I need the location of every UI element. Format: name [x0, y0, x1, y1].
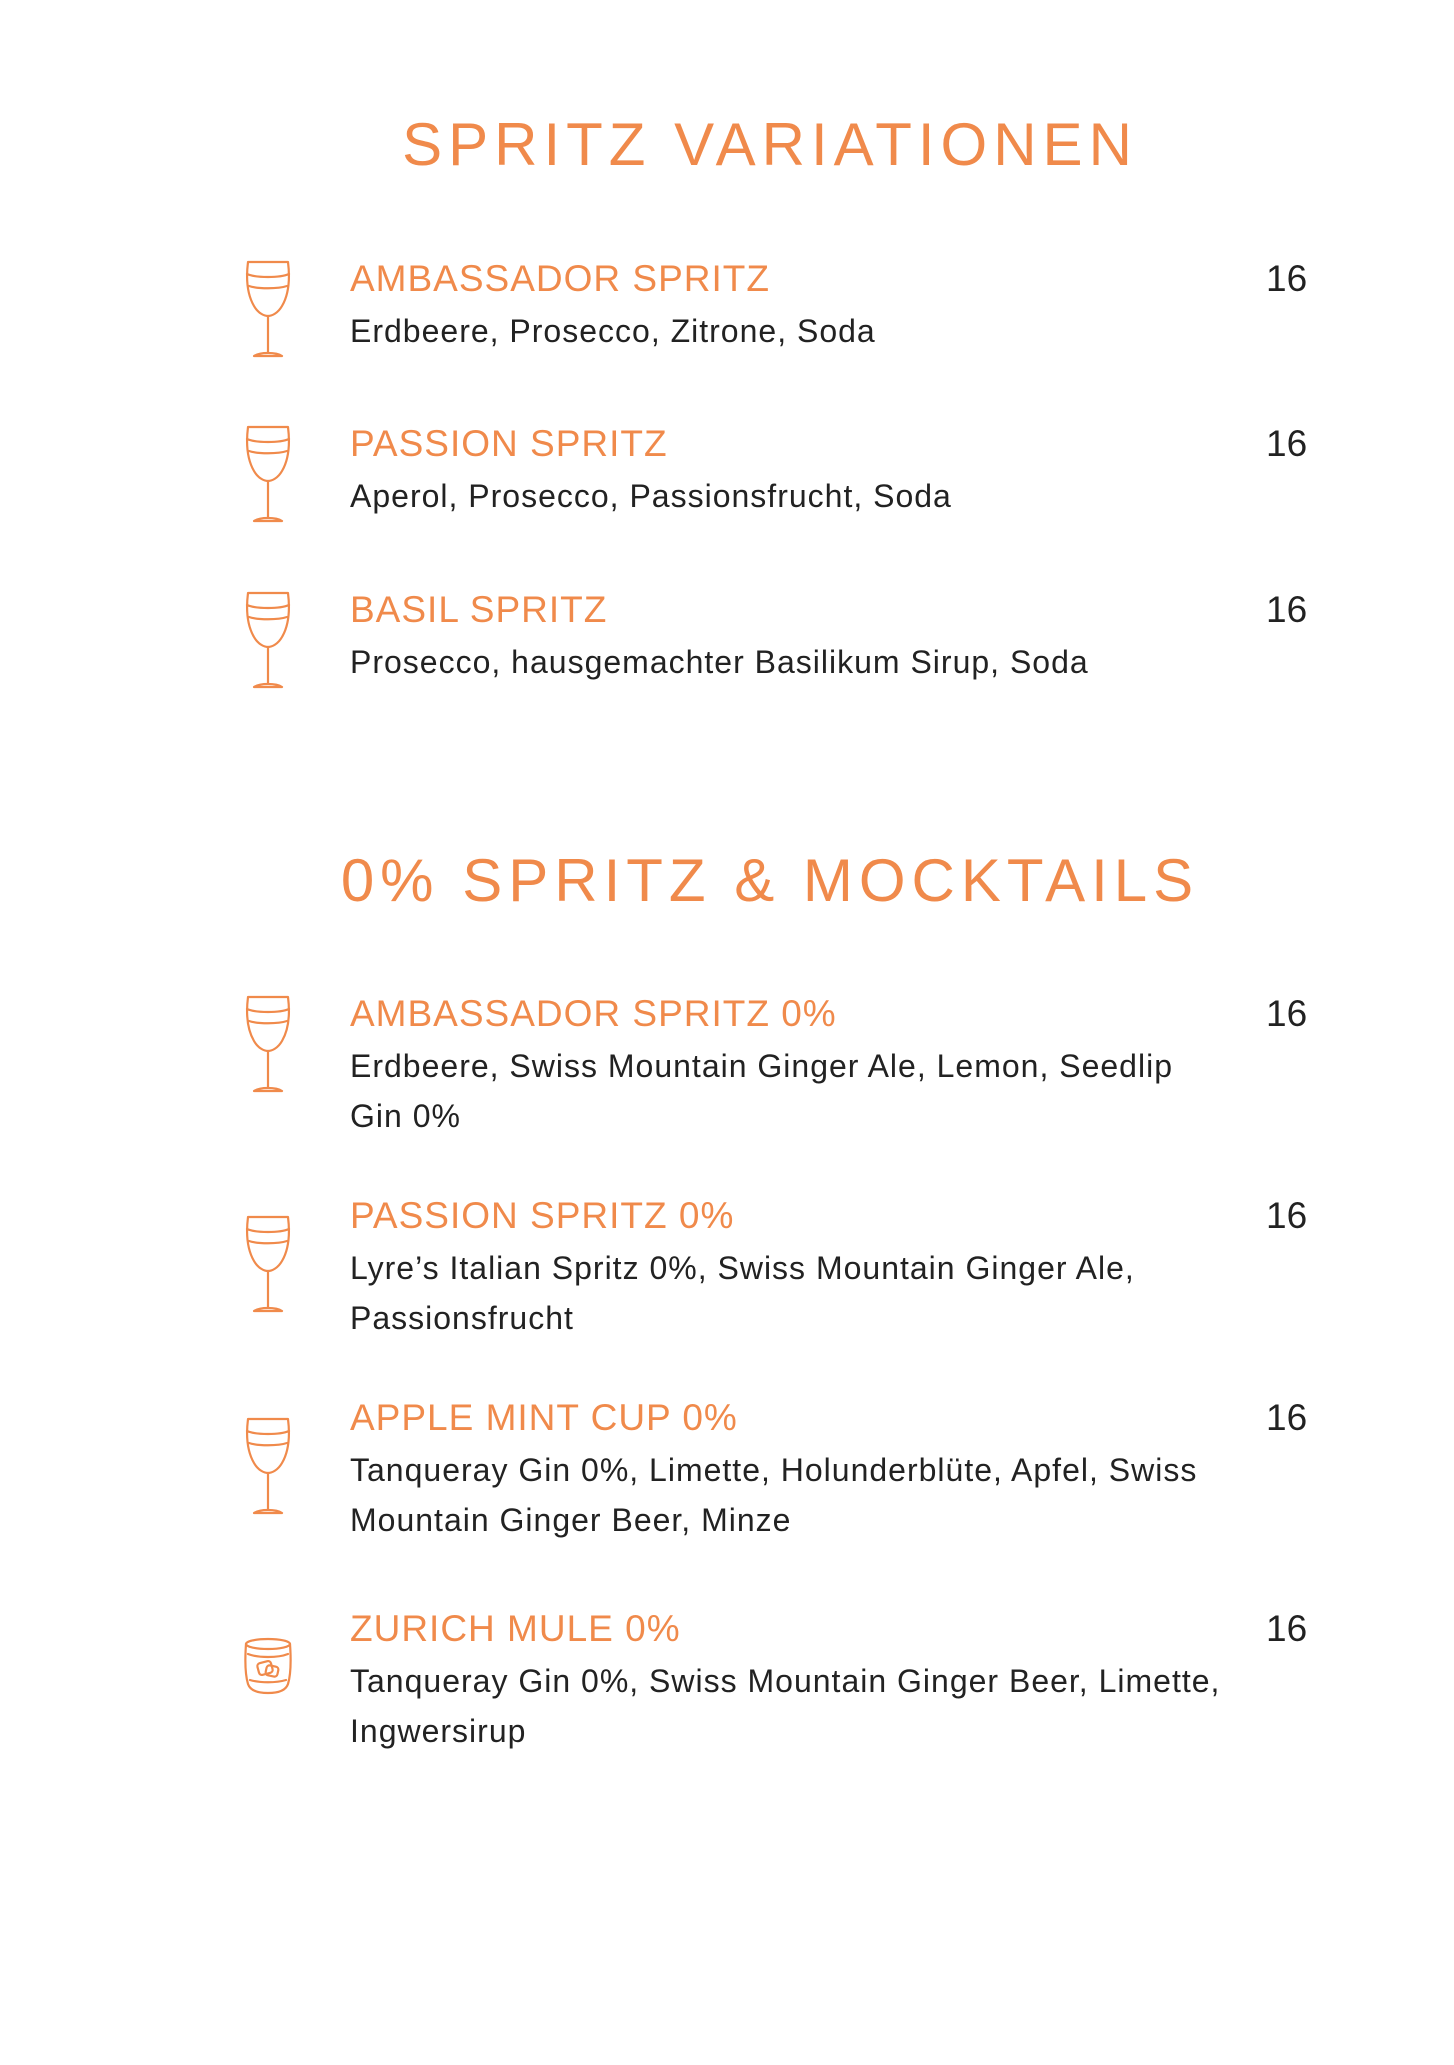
item-description: Prosecco, hausgemachter Basilikum Sirup, Soda — [350, 644, 1089, 680]
item-name: BASIL SPRITZ — [350, 589, 608, 630]
item-name: AMBASSADOR SPRITZ — [350, 258, 770, 299]
wine-glass-icon — [242, 589, 294, 693]
item-description: Tanqueray Gin 0%, Limette, Holunderblüte, Apfel, Swiss Mountain Ginger Beer, Minze — [350, 1452, 1198, 1538]
item-description: Lyre’s Italian Spritz 0%, Swiss Mountain Ginger Ale, Passionsfrucht — [350, 1250, 1135, 1336]
section-title-mocktails: 0% SPRITZ & MOCKTAILS — [340, 847, 1200, 914]
item-price: 16 — [1266, 258, 1308, 299]
item-name: APPLE MINT CUP 0% — [350, 1397, 738, 1438]
wine-glass-icon — [242, 1415, 294, 1519]
item-price: 16 — [1266, 1397, 1308, 1438]
item-name: AMBASSADOR SPRITZ 0% — [350, 993, 837, 1034]
tumbler-glass-icon — [242, 1636, 294, 1696]
section-title-spritz: SPRITZ VARIATIONEN — [402, 111, 1138, 178]
item-name: ZURICH MULE 0% — [350, 1608, 681, 1649]
item-price: 16 — [1266, 589, 1308, 630]
wine-glass-icon — [242, 423, 294, 527]
item-description: Erdbeere, Prosecco, Zitrone, Soda — [350, 313, 876, 349]
wine-glass-icon — [242, 258, 294, 362]
item-name: PASSION SPRITZ — [350, 423, 668, 464]
wine-glass-icon — [242, 993, 294, 1097]
item-description: Erdbeere, Swiss Mountain Ginger Ale, Lemon, Seedlip Gin 0% — [350, 1048, 1173, 1134]
item-price: 16 — [1266, 1195, 1308, 1236]
item-name: PASSION SPRITZ 0% — [350, 1195, 735, 1236]
item-description: Aperol, Prosecco, Passionsfrucht, Soda — [350, 478, 952, 514]
item-price: 16 — [1266, 993, 1308, 1034]
item-price: 16 — [1266, 1608, 1308, 1649]
wine-glass-icon — [242, 1213, 294, 1317]
item-price: 16 — [1266, 423, 1308, 464]
item-description: Tanqueray Gin 0%, Swiss Mountain Ginger Beer, Limette, Ingwersirup — [350, 1663, 1221, 1749]
